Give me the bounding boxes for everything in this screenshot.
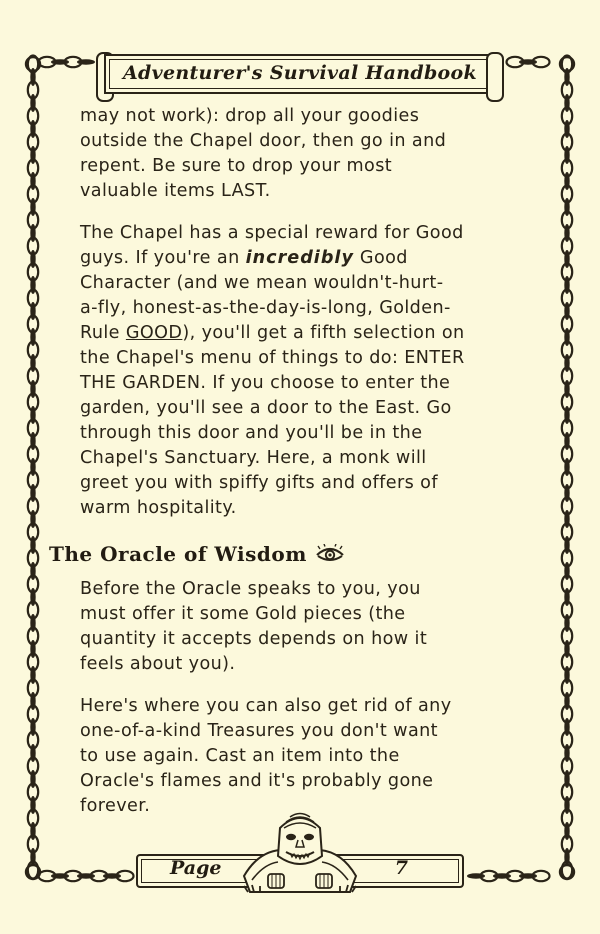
section-heading-text: The Oracle of Wisdom	[49, 542, 307, 566]
page-title: Adventurer's Survival Handbook	[123, 62, 477, 84]
oracle-content	[80, 577, 550, 836]
page-number: 7	[394, 857, 408, 879]
paragraph-chapel-drop: may not work): drop all your goodies outside the Chapel door, then go in and repent. Be sure to drop your most valuable items LAST.	[80, 106, 447, 201]
eye-icon	[315, 544, 345, 564]
underline-good: GOOD	[125, 323, 183, 343]
header-banner	[96, 52, 504, 98]
paragraph-oracle-gold: Before the Oracle speaks to you, you must offer it some Gold pieces (the quantity it accepts depends on how it feels about you).	[80, 579, 428, 674]
section-heading	[49, 542, 345, 566]
paragraph-oracle-treasures: Here's where you can also get rid of any one-of-a-kind Treasures you don't want to use again. Cast an item into the Oracle's flames and it's probably gone forever.	[80, 696, 452, 816]
emphasis-incredibly: incredibly	[245, 248, 354, 268]
main-content	[80, 104, 550, 538]
reward-text-c: ), you'll get a fifth selection on the Chapel's menu of things to do: ENTER THE GARDEN. If you choose to enter the garden, you'll see a door to the East. Go through this door and you'll be in the Chapel's Sanctuary. Here, a monk will greet you with spiffy gifts and offers of warm hospitality.	[80, 323, 465, 518]
paragraph-chapel-reward	[80, 221, 550, 521]
reward-text-a: The Chapel has a special reward for Good guys. If you're an	[80, 223, 464, 268]
reward-text-b: Good Character (and we mean wouldn't-hurt- a-fly, honest-as-the-day-is-long, Golden- Rule	[80, 248, 451, 343]
chain-link	[78, 60, 95, 64]
monster-head-icon	[238, 806, 362, 896]
page-label: Page	[170, 857, 222, 879]
